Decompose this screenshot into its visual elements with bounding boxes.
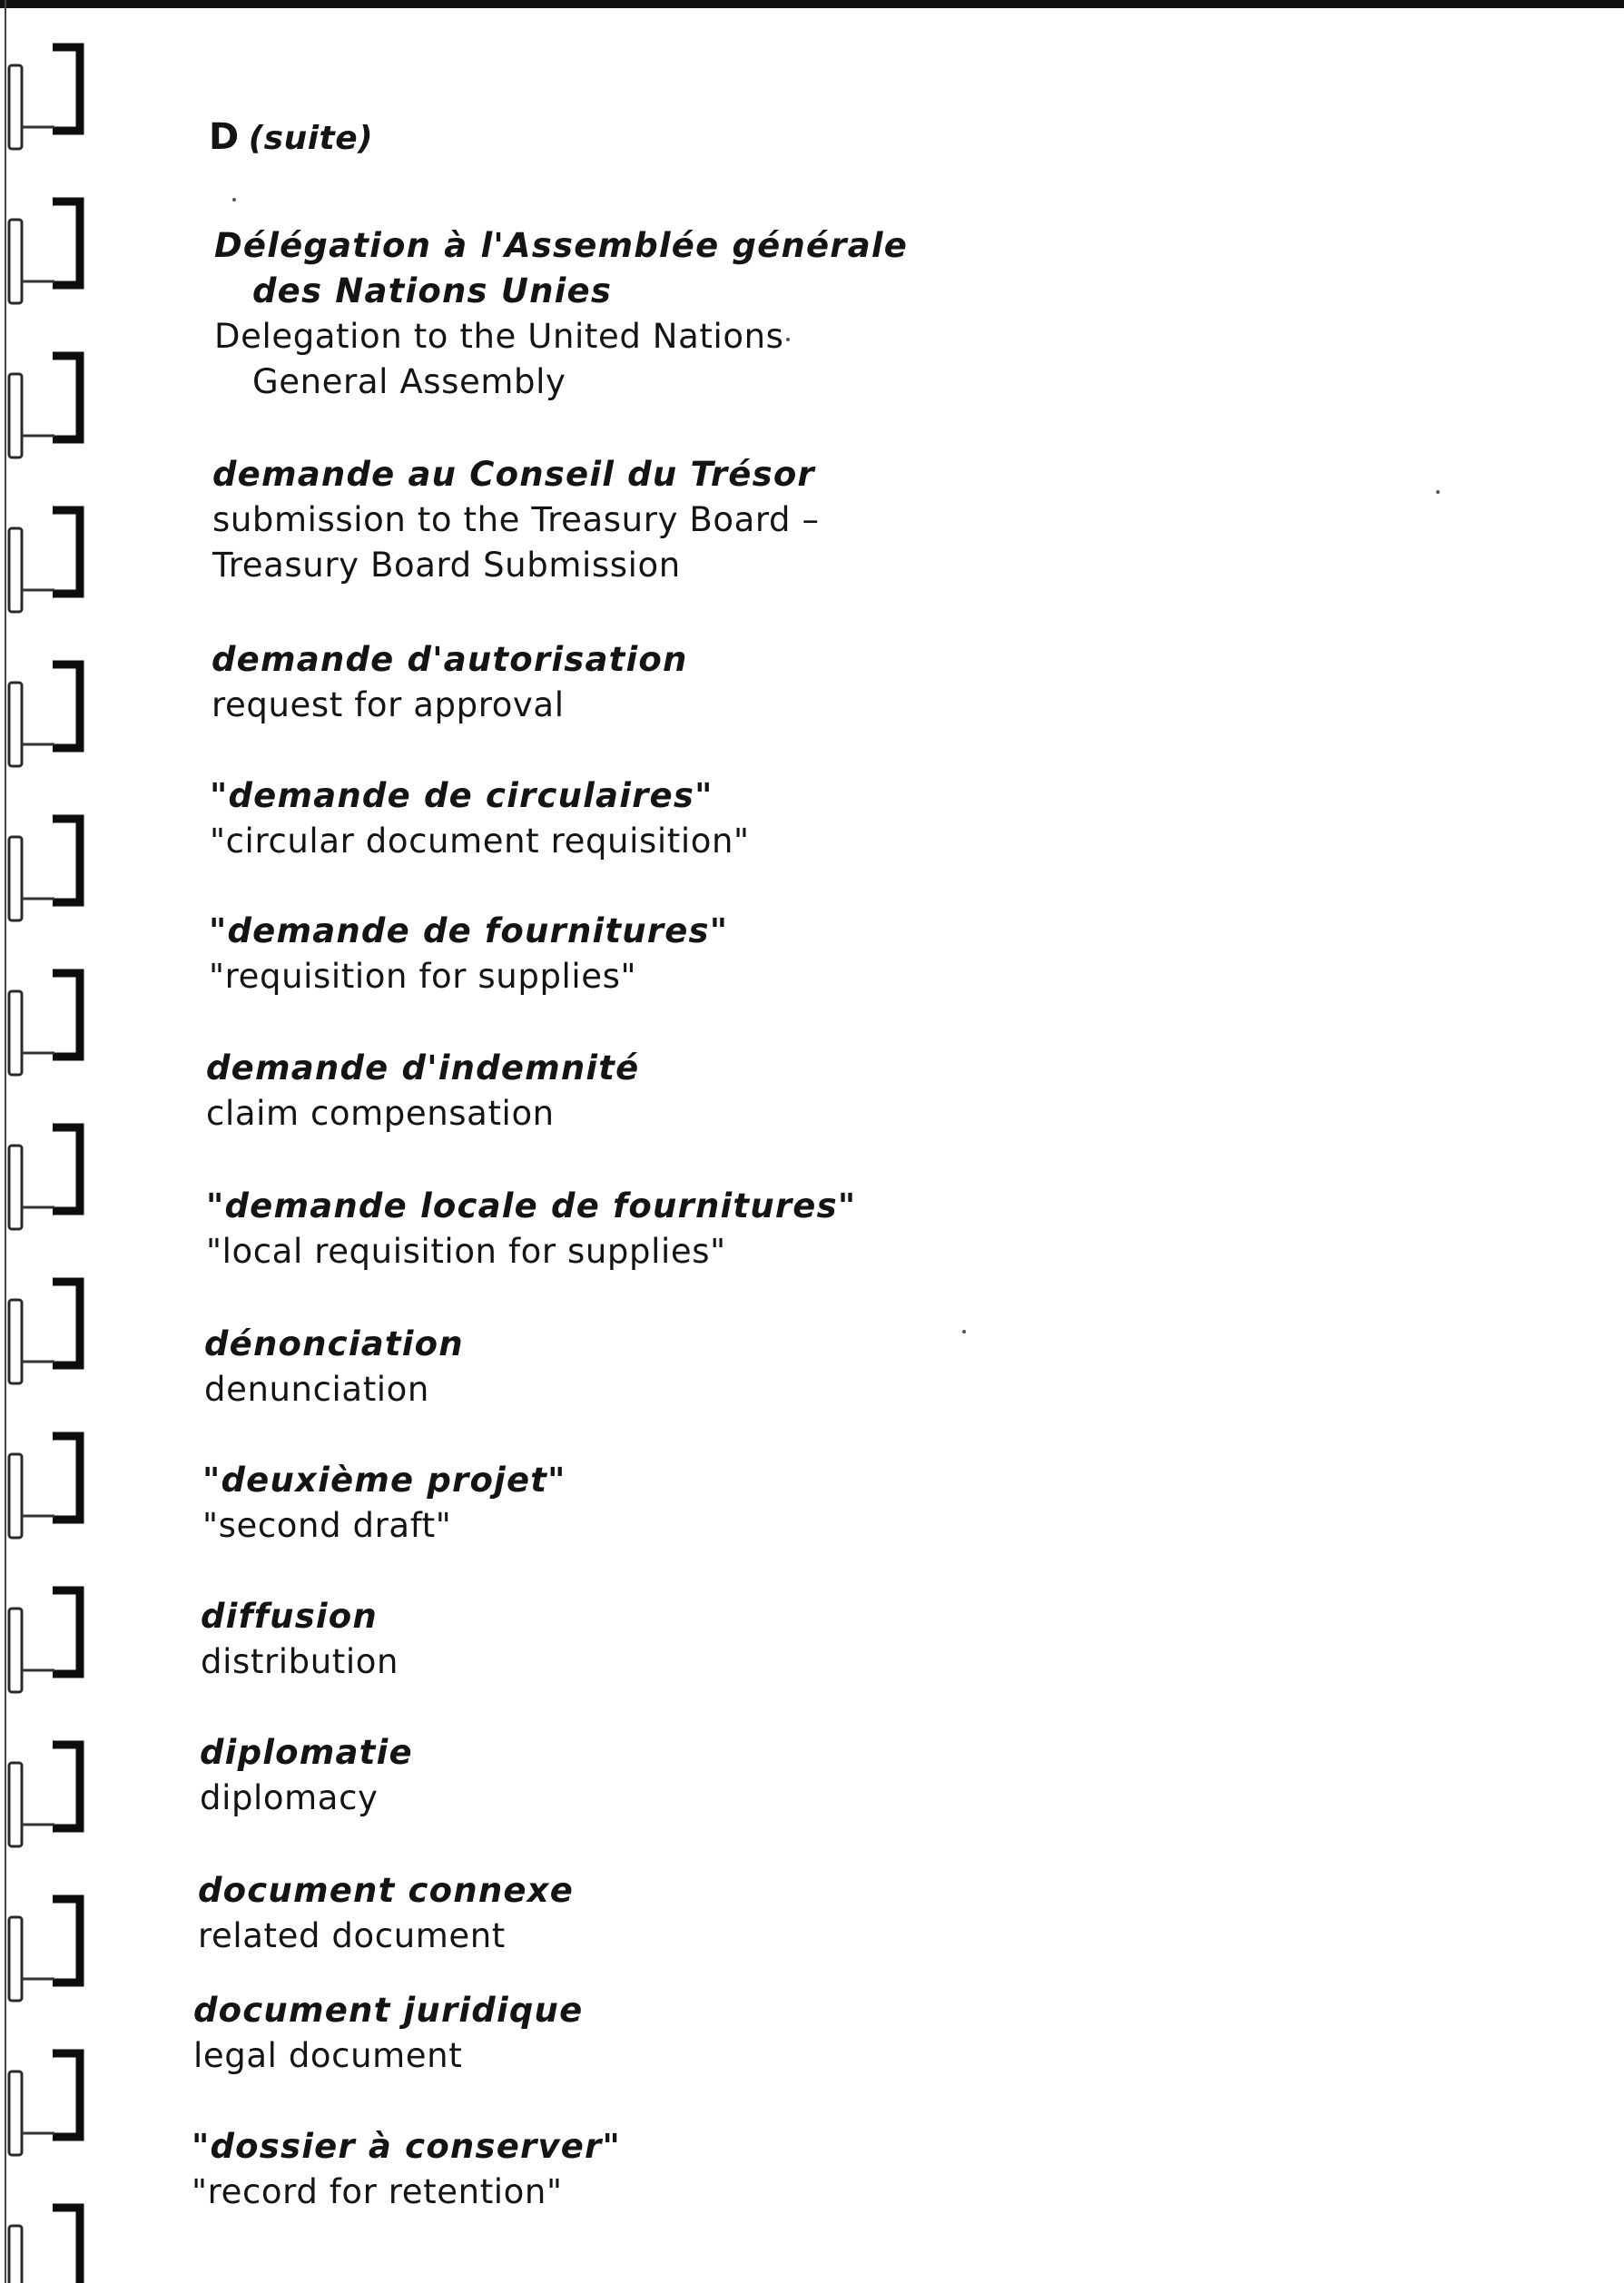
glossary-entry [202,1458,566,1549]
binding-ring [53,819,80,902]
binding-loop [9,991,22,1075]
glossary-entry [206,1184,856,1274]
english-term: diplomacy [200,1778,379,1817]
glossary-entry [204,1322,464,1412]
binding-loop [9,528,22,612]
french-term: demande au Conseil du Trésor [212,455,815,494]
french-term: "dossier à conserver" [192,2127,621,2166]
english-term: legal document [193,2036,463,2075]
glossary-entry [212,637,688,728]
glossary-entry [201,1594,399,1685]
binding-ring [53,1590,80,1674]
french-term: demande d'autorisation [212,640,688,679]
english-term-continued: General Assembly [252,362,566,401]
english-term: distribution [201,1642,399,1681]
binding-ring [53,1745,80,1828]
french-term: "demande de fournitures" [209,911,729,950]
spiral-binding [0,0,100,2283]
page-header [209,116,373,158]
binding-loop [9,837,22,920]
scan-speck [232,198,236,202]
glossary-entry [198,1868,574,1959]
english-term: "local requisition for supplies" [206,1232,726,1271]
english-term: related document [198,1916,506,1955]
english-term: "record for retention" [192,2172,563,2211]
binding-loop [9,683,22,766]
binding-loop [9,2226,22,2283]
french-term-continued: des Nations Unies [252,271,613,310]
top-scan-edge [0,0,1624,8]
english-term-continued: Treasury Board Submission [212,546,681,585]
scan-speck [786,338,790,341]
french-term: demande d'indemnité [206,1048,640,1087]
binding-loop [9,1609,22,1692]
french-term: "demande de circulaires" [210,776,714,815]
binding-ring [53,2053,80,2137]
binding-ring [53,1282,80,1365]
binding-loop [9,220,22,303]
french-term: diplomatie [200,1733,413,1772]
binding-loop [9,1917,22,2001]
binding-ring [53,1436,80,1520]
glossary-entry [209,909,728,999]
glossary-entry [214,223,908,405]
french-term: "demande locale de fournitures" [206,1186,857,1225]
binding-loop [9,374,22,458]
english-term: "second draft" [202,1506,452,1545]
english-term: submission to the Treasury Board – [212,500,820,539]
english-term: "requisition for supplies" [209,957,637,996]
scan-speck [1436,490,1440,494]
binding-ring [53,356,80,439]
binding-loop [9,1146,22,1229]
glossary-entry [210,773,750,864]
english-term: Delegation to the United Nations [214,317,784,356]
binding-ring [53,510,80,594]
binding-loop [9,2071,22,2155]
english-term: "circular document requisition" [210,822,750,861]
english-term: denunciation [204,1370,429,1409]
binding-loop [9,1763,22,1846]
french-term: "deuxième projet" [202,1461,566,1500]
binding-ring [53,1127,80,1211]
glossary-entry [212,452,820,588]
binding-loop [9,1300,22,1383]
binding-ring [53,202,80,285]
section-suffix: (suite) [248,120,374,157]
glossary-entry [193,1988,583,2079]
binding-loop [9,1454,22,1538]
section-letter: D [209,116,240,158]
binding-ring [53,47,80,131]
french-term: dénonciation [204,1324,464,1363]
glossary-entry [206,1046,639,1137]
english-term: request for approval [212,685,565,724]
binding-ring [53,2208,80,2283]
glossary-entry [192,2124,621,2215]
scan-speck [962,1330,966,1333]
french-term: document juridique [193,1991,584,2030]
french-term: Délégation à l'Assemblée générale [214,226,909,265]
french-term: diffusion [201,1597,378,1636]
binding-ring [53,664,80,748]
binding-ring [53,1899,80,1983]
english-term: claim compensation [206,1094,555,1133]
binding-loop [9,65,22,149]
binding-ring [53,973,80,1057]
french-term: document connexe [198,1871,575,1910]
glossary-entry [200,1730,413,1821]
